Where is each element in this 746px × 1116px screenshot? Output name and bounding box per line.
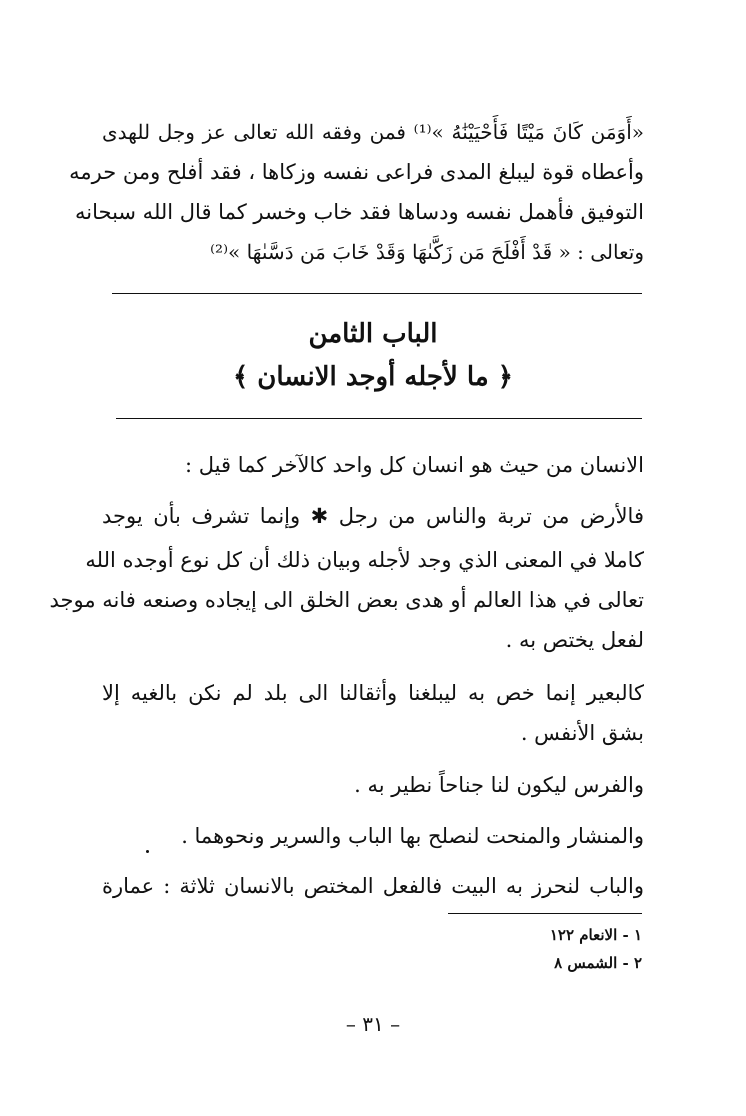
text-line: بشق الأنفس .: [520, 721, 644, 745]
text-line: كالبعير إنما خص به ليبلغنا وأثقالنا الى بلد لم نكن بالغيه إلا: [102, 681, 644, 705]
text-line: والباب لنحرز به البيت فالفعل المختص بالانسان ثلاثة : عمارة: [102, 874, 644, 898]
paragraph-intro: الانسان من حيث هو انسان كل واحد كالآخر كما قيل :: [184, 453, 644, 477]
text-line: والمنشار والمنحت لنصلح بها الباب والسرير ونحوهما .: [181, 824, 644, 848]
text-line: كاملا في المعنى الذي وجد لأجله وبيان ذلك أن كل نوع أوجده الله: [85, 548, 644, 572]
footnote-divider: [448, 913, 642, 914]
section-divider-top: [112, 293, 642, 294]
text-line: لفعل يختص به .: [505, 628, 644, 652]
text-line: فالأرض من تربة والناس من رجل ✱ وإنما تشرف بأن يوجد: [102, 504, 644, 528]
footnote: ٢ - الشمس ٨: [554, 954, 642, 972]
text-line: التوفيق فأهمل نفسه ودساها فقد خاب وخسر كما قال الله سبحانه: [75, 200, 644, 224]
ink-dot: [146, 850, 149, 853]
text-line: وتعالى : « قَدْ أَفْلَحَ مَن زَكَّىٰهَا وَقَدْ خَابَ مَن دَسَّىٰهَا »⁽²⁾: [210, 240, 644, 264]
footnote: ١ - الانعام ١٢٢: [549, 926, 642, 944]
text-line: تعالى في هذا العالم أو هدى بعض الخلق الى إيجاده وصنعه فانه موجد: [49, 588, 644, 612]
chapter-number: الباب الثامن: [308, 319, 438, 349]
section-divider-bottom: [116, 418, 642, 419]
text-line: وأعطاه قوة ليبلغ المدى فراعى نفسه وزكاها ، فقد أفلح ومن حرمه: [69, 160, 644, 184]
page-number: – ٣١ –: [345, 1012, 401, 1036]
chapter-title: ﴿ ما لأجله أوجد الانسان ﴾: [232, 362, 514, 392]
text-line: «أَوَمَن كَانَ مَيْتًا فَأَحْيَيْنَٰهُ »⁽¹⁾ فمن وفقه الله تعالى عز وجل للهدى: [102, 120, 645, 144]
text-line: والفرس ليكون لنا جناحاً نطير به .: [354, 773, 644, 797]
